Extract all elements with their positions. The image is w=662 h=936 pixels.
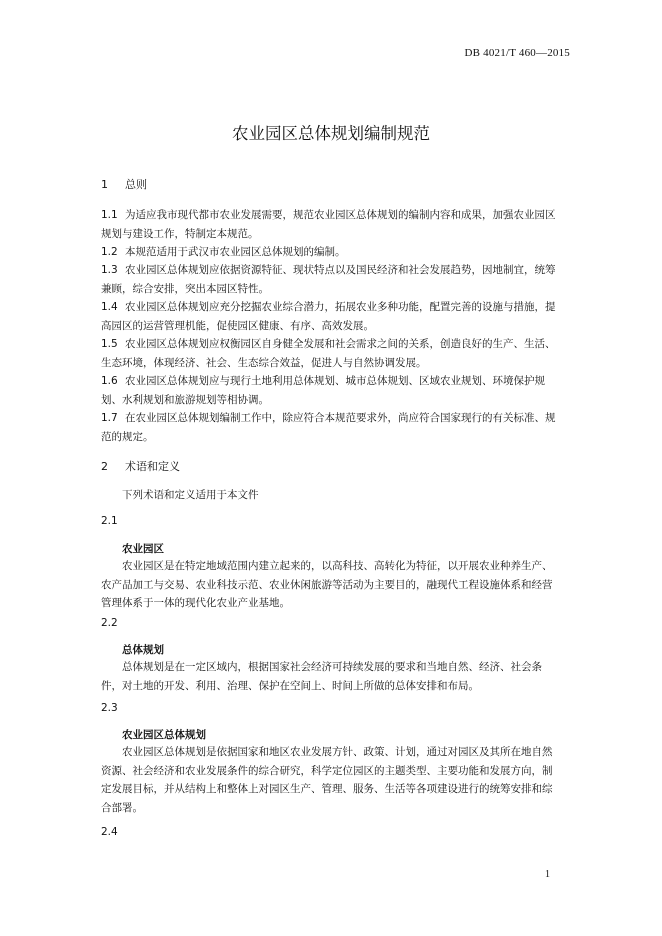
clause-1-7 xyxy=(101,409,561,446)
term-number: 2.4 xyxy=(101,826,118,838)
clause-1-6 xyxy=(101,372,561,409)
clause-text: 农业园区总体规划应权衡园区自身健全发展和社会需求之间的关系，创造良好的生产、生活、生态环境，体现经济、社会、生态综合效益，促进人与自然协调发展。 xyxy=(101,338,556,369)
term-definition: 总体规划是在一定区域内，根据国家社会经济可持续发展的要求和当地自然、经济、社会条件，对土地的开发、利用、治理、保护在空间上、时间上所做的总体安排和布局。 xyxy=(101,661,542,692)
section-number: 1 xyxy=(101,178,108,191)
term-name: 农业园区 xyxy=(122,543,164,555)
clause-text: 本规范适用于武汉市农业园区总体规划的编制。 xyxy=(125,246,346,258)
clause-text: 农业园区总体规划应充分挖掘农业综合潜力，拓展农业多种功能，配置完善的设施与措施，提高园区的运营管理机能，促使园区健康、有序、高效发展。 xyxy=(101,301,556,332)
clause-number: 1.3 xyxy=(101,264,118,276)
clause-1-5 xyxy=(101,335,561,372)
clause-text: 农业园区总体规划应与现行土地利用总体规划、城市总体规划、区域农业规划、环境保护规划、水利规划和旅游规划等相协调。 xyxy=(101,375,546,406)
term-number: 2.1 xyxy=(101,515,118,527)
term-name: 总体规划 xyxy=(122,644,164,656)
clause-number: 1.5 xyxy=(101,338,118,350)
term-definition: 农业园区是在特定地域范围内建立起来的，以高科技、高转化为特征，以开展农业种养生产、农产品加工与交易、农业科技示范、农业休闲旅游等活动为主要目的，融现代工程设施体系和经营管理体系于一体的现代化农业产业基地。 xyxy=(101,560,553,609)
clause-1-1 xyxy=(101,206,561,243)
clause-number: 1.7 xyxy=(101,412,118,424)
clause-1-2 xyxy=(101,243,561,262)
clause-number: 1.4 xyxy=(101,301,118,313)
section-title: 总则 xyxy=(125,178,147,191)
term-number: 2.2 xyxy=(101,617,118,629)
clause-text: 农业园区总体规划应依据资源特征、现状特点以及国民经济和社会发展趋势，因地制宜，统筹兼顾，综合安排，突出本园区特性。 xyxy=(101,264,556,295)
clause-number: 1.6 xyxy=(101,375,118,387)
clause-number: 1.1 xyxy=(101,209,118,221)
page-title: 农业园区总体规划编制规范 xyxy=(232,124,430,143)
clause-text: 在农业园区总体规划编制工作中，除应符合本规范要求外，尚应符合国家现行的有关标准、规范的规定。 xyxy=(101,412,556,443)
page-number: 1 xyxy=(545,869,550,880)
standard-code: DB 4021/T 460—2015 xyxy=(464,47,570,59)
term-name: 农业园区总体规划 xyxy=(122,729,206,741)
clause-1-3 xyxy=(101,261,561,298)
section-title: 术语和定义 xyxy=(125,460,180,473)
section-heading-1 xyxy=(101,176,147,192)
section-heading-2 xyxy=(101,458,180,474)
intro-text: 下列术语和定义适用于本文件 xyxy=(122,489,259,501)
clause-text: 为适应我市现代都市农业发展需要，规范农业园区总体规划的编制内容和成果，加强农业园区规划与建设工作，特制定本规范。 xyxy=(101,209,556,240)
clause-1-4 xyxy=(101,298,561,335)
term-number: 2.3 xyxy=(101,702,118,714)
term-definition: 农业园区总体规划是依据国家和地区农业发展方针、政策、计划，通过对园区及其所在地自然资源、社会经济和农业发展条件的综合研究，科学定位园区的主题类型、主要功能和发展方向，制定发展目标，并从结构上和整体上对园区生产、管理、服务、生活等各项建设进行的统筹安排和综合部署。 xyxy=(101,746,553,814)
clause-number: 1.2 xyxy=(101,246,118,258)
section-number: 2 xyxy=(101,460,108,473)
